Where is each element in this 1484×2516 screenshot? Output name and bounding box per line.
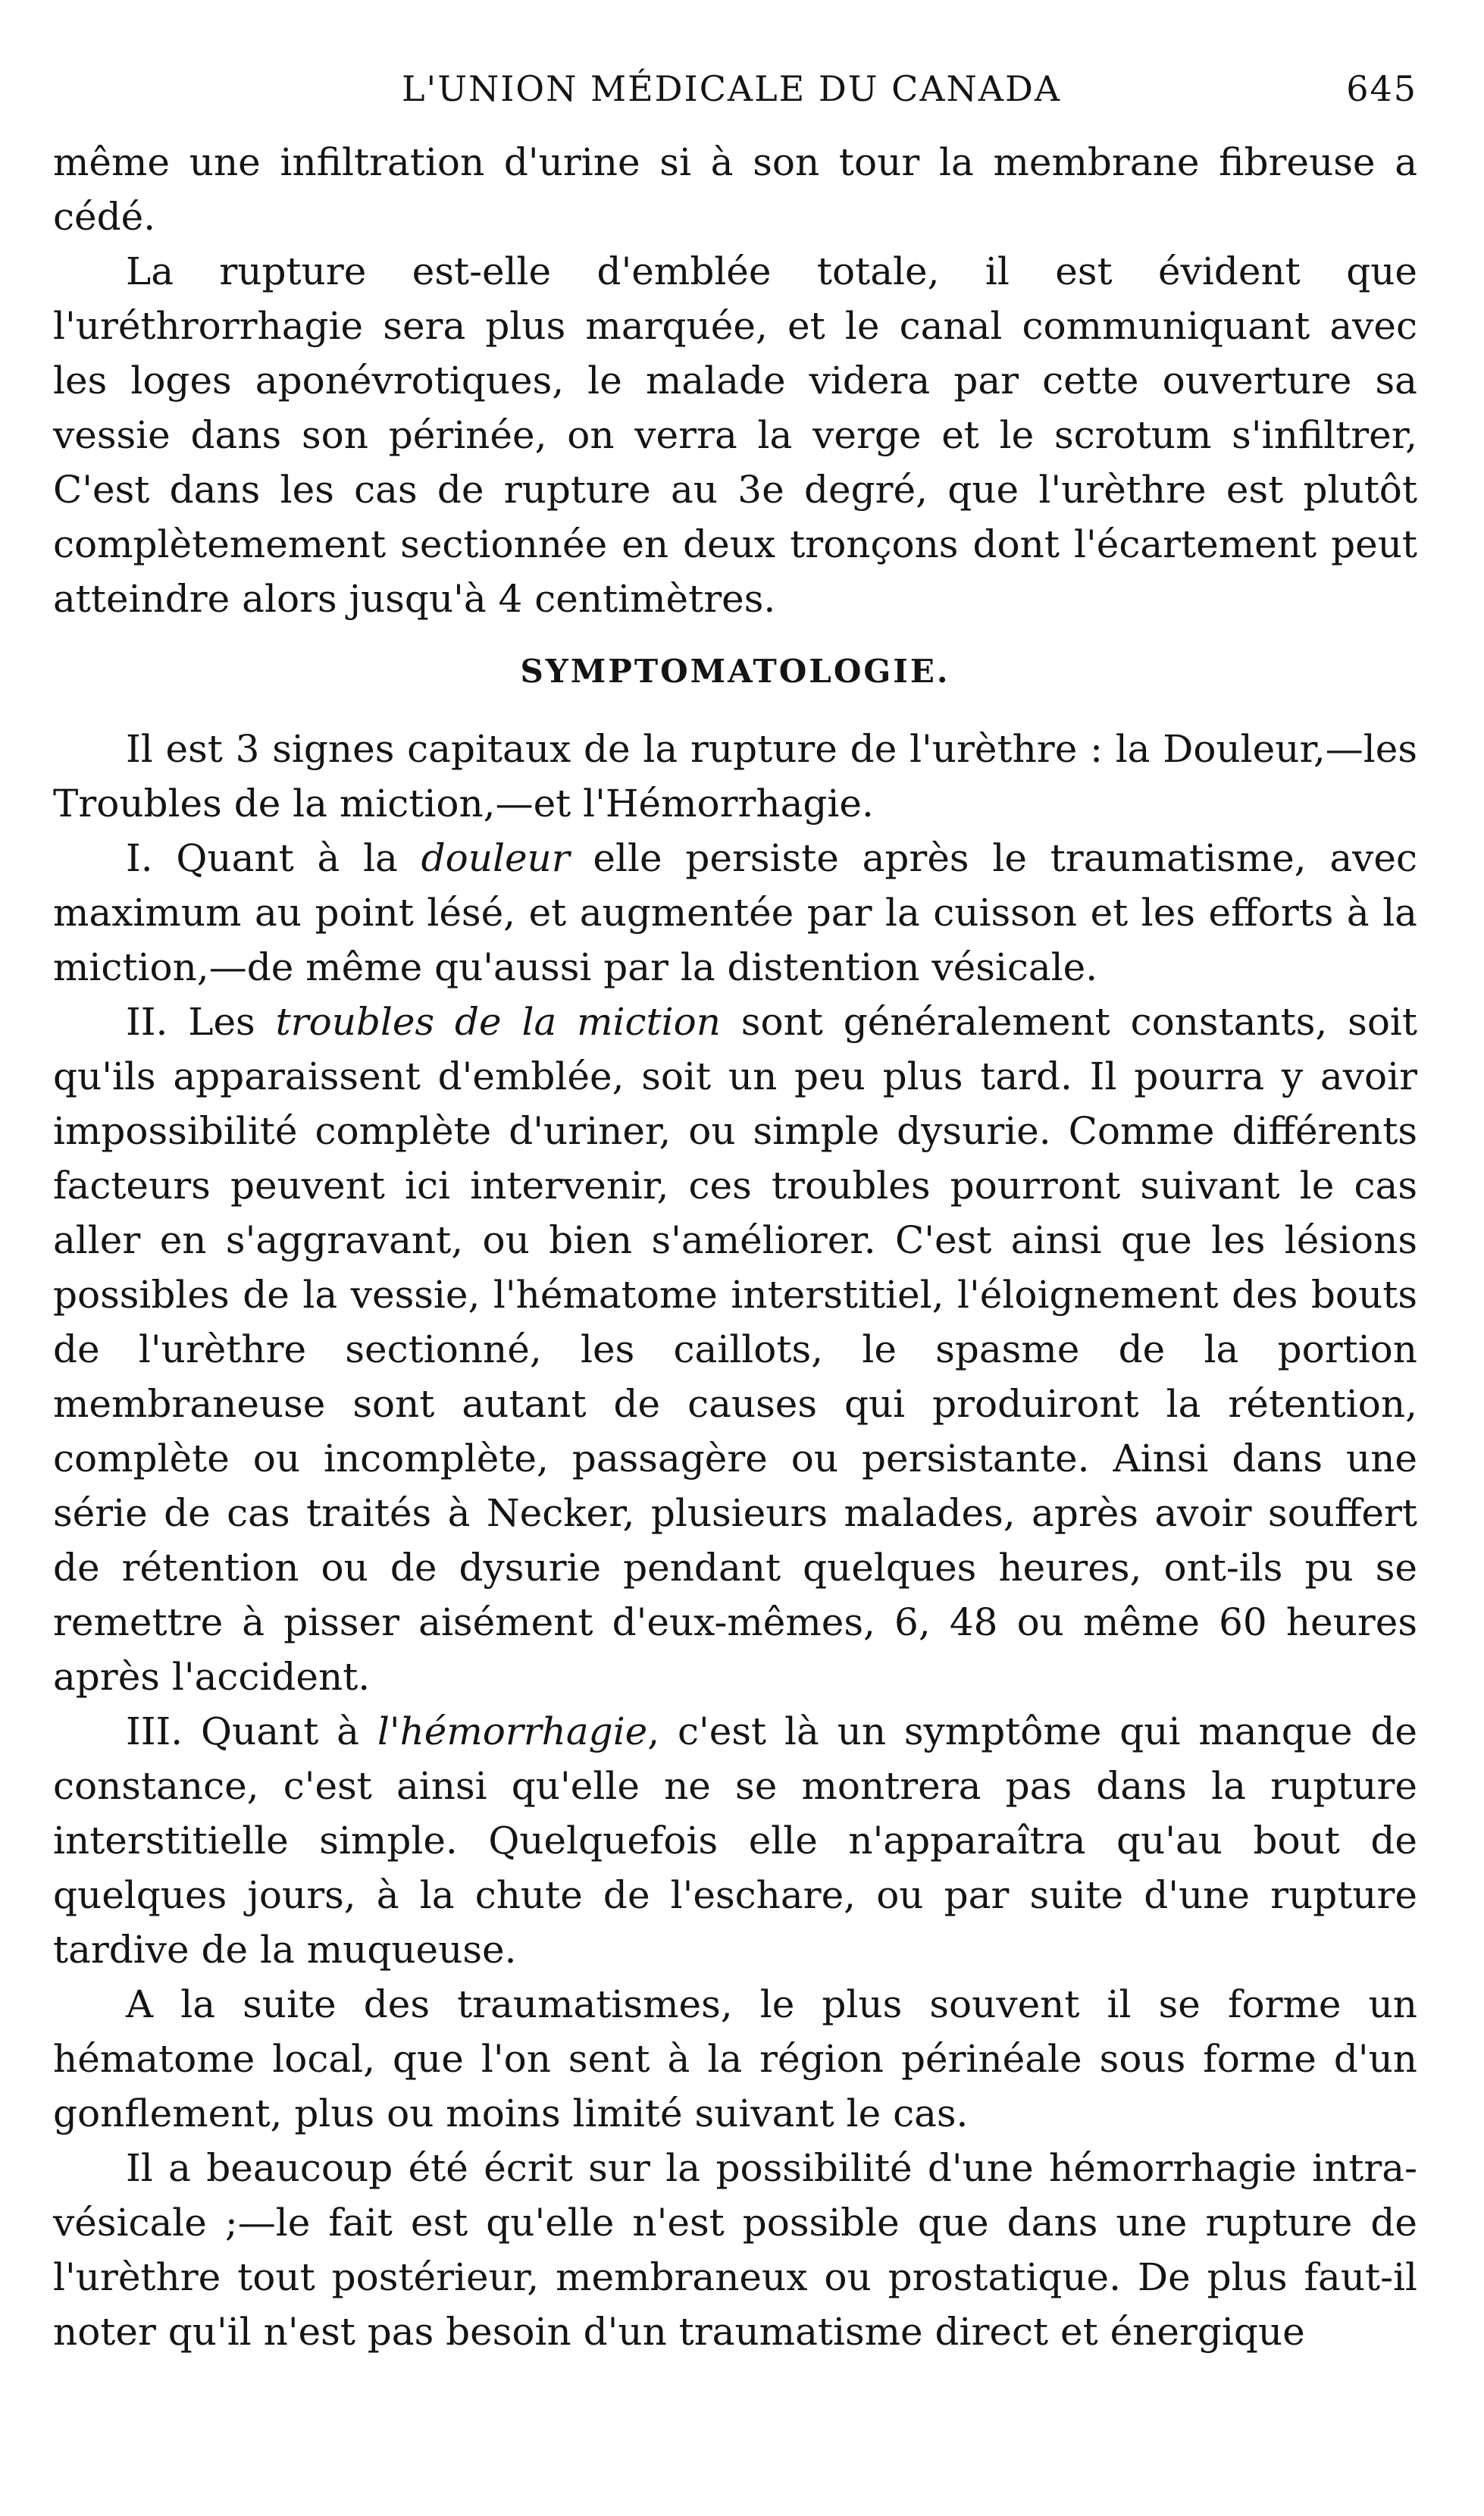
paragraph-troubles-text-a: II. Les xyxy=(126,1000,276,1044)
journal-page xyxy=(53,68,1417,2359)
paragraph-rupture-totale: La rupture est-elle d'emblée totale, il est évident que l'uréthrorrhagie sera plus marquée, et le canal communiquant avec les loges aponévrotiques, le malade videra par cette ouverture sa vessie dans son périnée, on verra la verge et le scrotum s'infiltrer, C'est dans les cas de rupture au 3e degré, que l'urèthre est plutôt complètemement sectionnée en deux tronçons dont l'écartement peut atteindre alors jusqu'à 4 centimètres. xyxy=(53,249,1417,621)
paragraph-troubles-miction xyxy=(53,995,1417,1704)
paragraph-hemorrhagie xyxy=(53,1704,1417,1977)
emphasis-douleur: douleur xyxy=(421,836,570,880)
paragraph-hematome: A la suite des traumatismes, le plus souvent il se forme un hématome local, que l'on sent à la région périnéale sous forme d'un gonflement, plus ou moins limité suivant le cas. xyxy=(53,1982,1417,2135)
paragraph-intra-vesicale: Il a beaucoup été écrit sur la possibilité d'une hémorrhagie intra-vésicale ;—le fait est qu'elle n'est possible que dans une rupture de l'urèthre tout postérieur, membraneux ou prostatique. De plus faut-il noter qu'il n'est pas besoin d'un traumatisme direct et énergique xyxy=(53,2146,1417,2354)
paragraph-douleur-text-b: elle persiste après le traumatisme, avec maximum au point lésé, et augmentée par la cuisson et les efforts à la miction,—de même qu'aussi par la distention vésicale. xyxy=(53,836,1417,989)
paragraph-hemorrhagie-text-b: , c'est là un symptôme qui manque de constance, c'est ainsi qu'elle ne se montrera pas dans la rupture interstitielle simple. Quelquefois elle n'apparaîtra qu'au bout de quelques jours, à la chute de l'eschare, ou par suite d'une rupture tardive de la muqueuse. xyxy=(53,1709,1417,1972)
section-heading: SYMPTOMATOLOGIE. xyxy=(520,653,950,690)
running-header xyxy=(53,68,1417,121)
page-number: 645 xyxy=(1346,68,1417,109)
running-title: L'UNION MÉDICALE DU CANADA xyxy=(402,68,1062,109)
paragraph-douleur xyxy=(53,831,1417,995)
paragraph-douleur-text-a: I. Quant à la xyxy=(126,836,421,880)
paragraph-hemorrhagie-text-a: III. Quant à xyxy=(126,1709,377,1753)
paragraph-signes-capitaux: Il est 3 signes capitaux de la rupture de l'urèthre : la Douleur,—les Troubles de la miction,—et l'Hémorrhagie. xyxy=(53,727,1417,826)
emphasis-troubles-miction: troubles de la miction xyxy=(275,1000,721,1044)
paragraph-troubles-text-b: sont généralement constants, soit qu'ils apparaissent d'emblée, soit un peu plus tard. Il pourra y avoir impossibilité complète d'uriner, ou simple dysurie. Comme différents facteurs peuvent ici intervenir, ces troubles pourront suivant le cas aller en s'aggravant, ou bien s'améliorer. C'est ainsi que les lésions possibles de la vessie, l'hématome interstitiel, l'éloignement des bouts de l'urèthre sectionné, les caillots, le spasme de la portion membraneuse sont autant de causes qui produiront la rétention, complète ou incomplète, passagère ou persistante. Ainsi dans une série de cas traités à Necker, plusieurs malades, après avoir souffert de rétention ou de dysurie pendant quelques heures, ont-ils pu se remettre à pisser aisément d'eux-mêmes, 6, 48 ou même 60 heures après l'accident. xyxy=(53,1000,1418,1699)
article-body xyxy=(53,135,1417,2359)
paragraph-continuation: même une infiltration d'urine si à son tour la membrane fibreuse a cédé. xyxy=(53,140,1417,239)
emphasis-hemorrhagie: l'hémorrhagie xyxy=(377,1709,648,1753)
